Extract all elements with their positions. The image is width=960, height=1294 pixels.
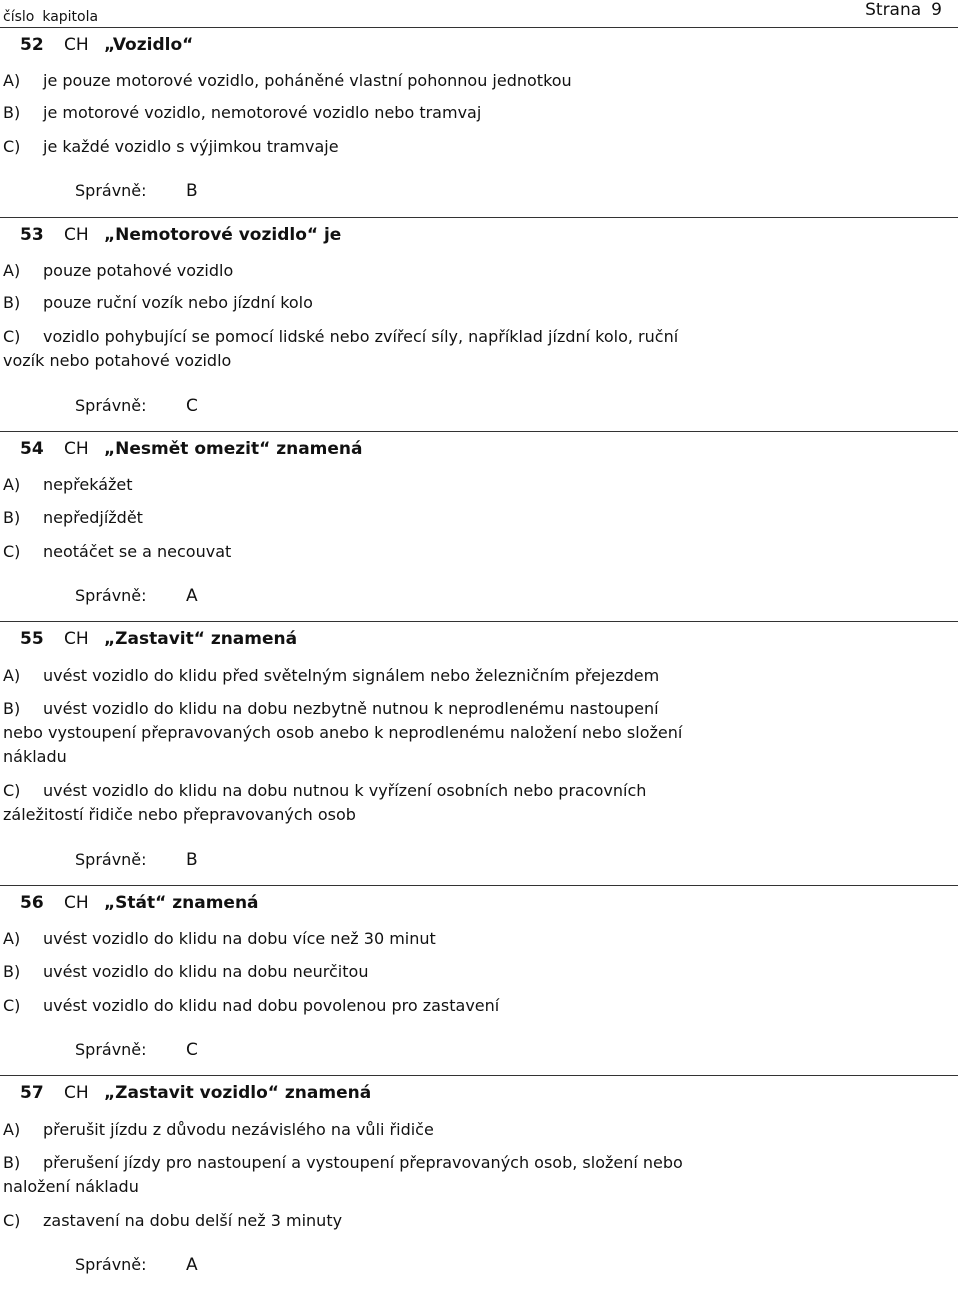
option-c xyxy=(3,135,693,159)
correct-answer-letter: C xyxy=(186,396,198,416)
option-b xyxy=(3,101,693,125)
option-c xyxy=(3,779,693,827)
option-label: A) xyxy=(3,261,21,280)
correct-answer-letter: C xyxy=(186,1040,198,1060)
correct-answer xyxy=(75,850,198,870)
question-category: CH xyxy=(64,1083,89,1103)
option-c xyxy=(3,540,693,564)
question-category: CH xyxy=(64,629,89,649)
option-label: B) xyxy=(3,1153,21,1172)
option-b xyxy=(3,960,693,984)
question-number: 56 xyxy=(20,893,44,913)
option-text: uvést vozidlo do klidu na dobu nezbytně nutnou k neprodlenému nastoupení nebo vystoupení přepravovaných osob anebo k neprodlenému naložení nebo složení nákladu xyxy=(3,699,683,766)
option-b xyxy=(3,1151,693,1199)
option-label: C) xyxy=(3,327,21,346)
divider xyxy=(0,27,958,28)
correct-answer-letter: A xyxy=(186,586,198,606)
option-text: pouze potahové vozidlo xyxy=(43,261,234,280)
option-label: A) xyxy=(3,929,21,948)
question-category: CH xyxy=(64,225,89,245)
option-a xyxy=(3,69,693,93)
correct-answer xyxy=(75,1255,198,1275)
correct-answer-label: Správně: xyxy=(75,396,147,415)
option-label: A) xyxy=(3,666,21,685)
divider xyxy=(0,885,958,886)
correct-answer xyxy=(75,181,198,201)
correct-answer-letter: B xyxy=(186,850,198,870)
option-text: je pouze motorové vozidlo, poháněné vlastní pohonnou jednotkou xyxy=(43,71,572,90)
question-header xyxy=(20,893,259,913)
column-headers xyxy=(3,9,106,25)
option-text: neotáčet se a necouvat xyxy=(43,542,232,561)
option-label: C) xyxy=(3,1211,21,1230)
option-c xyxy=(3,994,693,1018)
option-label: B) xyxy=(3,293,21,312)
correct-answer-letter: B xyxy=(186,181,198,201)
option-text: nepřekážet xyxy=(43,475,133,494)
option-label: A) xyxy=(3,1120,21,1139)
question-category: CH xyxy=(64,893,89,913)
question-header xyxy=(20,35,193,55)
question-title: „Nemotorové vozidlo“ je xyxy=(104,225,342,245)
correct-answer-label: Správně: xyxy=(75,850,147,869)
page-indicator xyxy=(855,0,942,20)
question-number: 52 xyxy=(20,35,44,55)
correct-answer xyxy=(75,586,198,606)
divider xyxy=(0,1075,958,1076)
correct-answer xyxy=(75,396,198,416)
question-title: „Nesmět omezit“ znamená xyxy=(104,439,363,459)
header-chapter-label: kapitola xyxy=(42,9,99,25)
option-text: přerušení jízdy pro nastoupení a vystoupení přepravovaných osob, složení nebo naložení nákladu xyxy=(3,1153,683,1196)
question-header xyxy=(20,629,297,649)
divider xyxy=(0,217,958,218)
correct-answer-label: Správně: xyxy=(75,586,147,605)
option-text: zastavení na dobu delší než 3 minuty xyxy=(43,1211,343,1230)
option-label: C) xyxy=(3,781,21,800)
question-category: CH xyxy=(64,35,89,55)
option-c xyxy=(3,1209,693,1233)
option-text: uvést vozidlo do klidu nad dobu povolenou pro zastavení xyxy=(43,996,500,1015)
question-title: „Vozidlo“ xyxy=(104,35,194,55)
question-title: „Stát“ znamená xyxy=(104,893,259,913)
option-text: uvést vozidlo do klidu na dobu neurčitou xyxy=(43,962,369,981)
option-text: je motorové vozidlo, nemotorové vozidlo nebo tramvaj xyxy=(43,103,482,122)
option-text: pouze ruční vozík nebo jízdní kolo xyxy=(43,293,313,312)
option-label: A) xyxy=(3,475,21,494)
correct-answer-label: Správně: xyxy=(75,1255,147,1274)
option-label: C) xyxy=(3,542,21,561)
option-label: B) xyxy=(3,508,21,527)
page-label: Strana xyxy=(865,0,922,20)
correct-answer-letter: A xyxy=(186,1255,198,1275)
question-header xyxy=(20,439,363,459)
option-text: vozidlo pohybující se pomocí lidské nebo zvířecí síly, například jízdní kolo, ruční vozík nebo potahové vozidlo xyxy=(3,327,679,370)
question-header xyxy=(20,225,341,245)
option-a xyxy=(3,927,693,951)
option-label: C) xyxy=(3,137,21,156)
correct-answer-label: Správně: xyxy=(75,181,147,200)
question-title: „Zastavit vozidlo“ znamená xyxy=(104,1083,372,1103)
page-number: 9 xyxy=(931,0,942,20)
option-text: uvést vozidlo do klidu na dobu nutnou k vyřízení osobních nebo pracovních záležitostí řidiče nebo přepravovaných osob xyxy=(3,781,647,824)
question-number: 53 xyxy=(20,225,44,245)
option-label: B) xyxy=(3,962,21,981)
correct-answer-label: Správně: xyxy=(75,1040,147,1059)
option-text: nepředjíždět xyxy=(43,508,143,527)
header-number-label: číslo xyxy=(3,9,35,25)
question-number: 54 xyxy=(20,439,44,459)
question-category: CH xyxy=(64,439,89,459)
question-number: 55 xyxy=(20,629,44,649)
divider xyxy=(0,621,958,622)
option-label: A) xyxy=(3,71,21,90)
option-text: přerušit jízdu z důvodu nezávislého na vůli řidiče xyxy=(43,1120,434,1139)
divider xyxy=(0,431,958,432)
option-text: je každé vozidlo s výjimkou tramvaje xyxy=(43,137,339,156)
option-a xyxy=(3,664,693,688)
question-number: 57 xyxy=(20,1083,44,1103)
option-b xyxy=(3,697,693,769)
option-label: B) xyxy=(3,103,21,122)
option-a xyxy=(3,1118,693,1142)
option-a xyxy=(3,473,693,497)
option-text: uvést vozidlo do klidu na dobu více než 30 minut xyxy=(43,929,436,948)
option-text: uvést vozidlo do klidu před světelným signálem nebo železničním přejezdem xyxy=(43,666,660,685)
question-title: „Zastavit“ znamená xyxy=(104,629,298,649)
option-a xyxy=(3,259,693,283)
question-header xyxy=(20,1083,371,1103)
option-b xyxy=(3,291,693,315)
option-b xyxy=(3,506,693,530)
option-label: C) xyxy=(3,996,21,1015)
option-label: B) xyxy=(3,699,21,718)
correct-answer xyxy=(75,1040,198,1060)
option-c xyxy=(3,325,693,373)
